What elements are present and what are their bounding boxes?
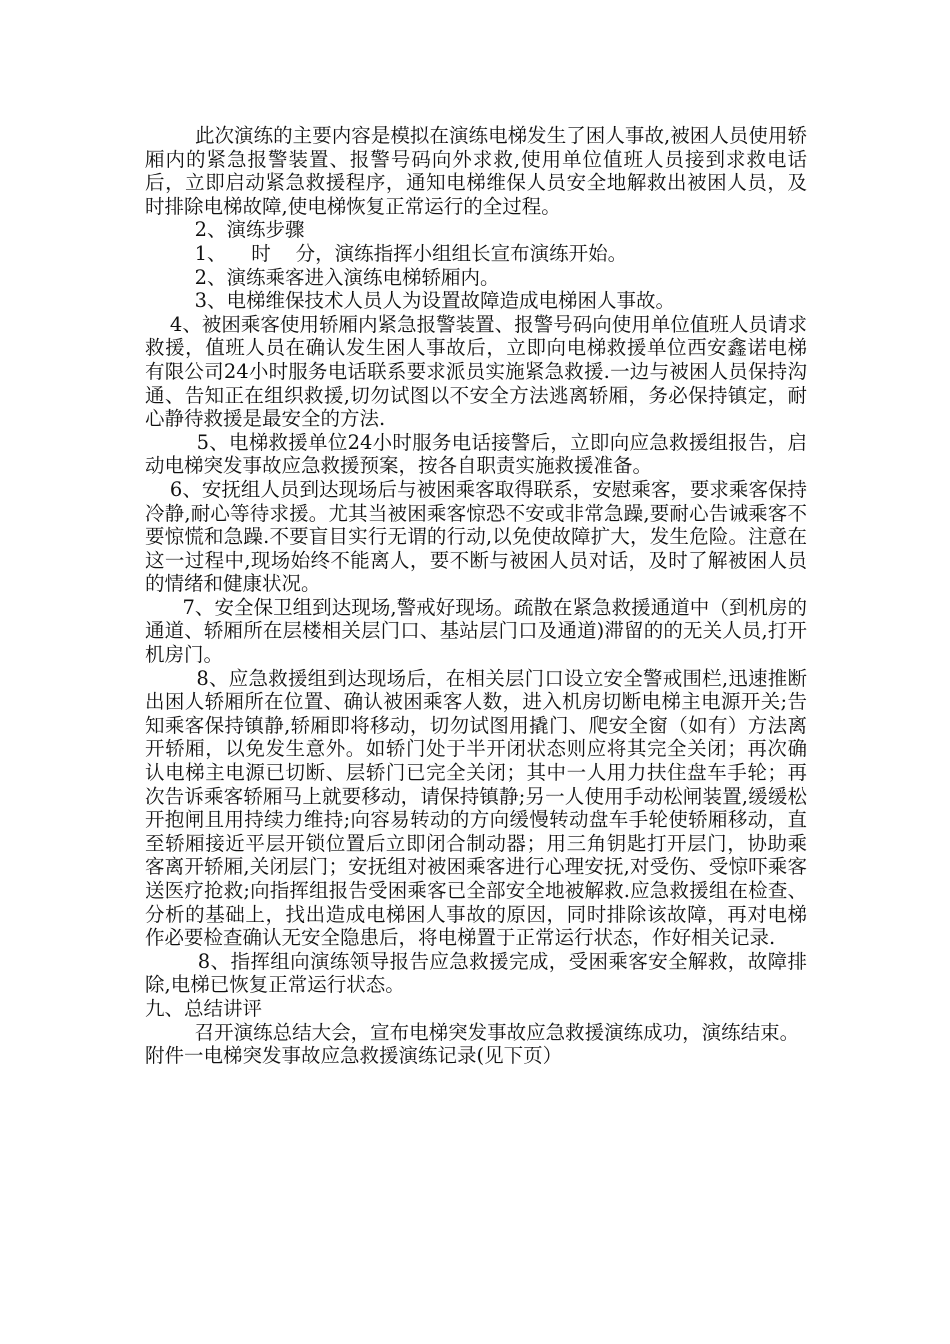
document-body — [145, 124, 807, 1068]
section-heading-drill-steps: 2、演练步骤 — [145, 218, 305, 242]
step-6: 6、安抚组人员到达现场后与被困乘客取得联系，安慰乘客，要求乘客保持冷静,耐心等待求援。尤其当被困乘客惊恐不安或非常急躁,要耐心告诫乘客不要惊慌和急躁.不要盲目实行无谓的行动,以免使故障扩大，发生危险。注意在这一过程中,现场始终不能离人，要不断与被困人员对话，及时了解被困人员的情绪和健康状况。 — [145, 477, 807, 596]
step-7: 7、安全保卫组到达现场,警戒好现场。疏散在紧急救援通道中（到机房的通道、轿厢所在层楼相关层门口、基站层门口及通道)滞留的的无关人员,打开机房门。 — [145, 595, 807, 667]
step-4: 4、被困乘客使用轿厢内紧急报警装置、报警号码向使用单位值班人员请求救援，值班人员在确认发生困人事故后，立即向电梯救援单位西安鑫诺电梯有限公司24小时服务电话联系要求派员实施紧急救援.一边与被困人员保持沟通、告知正在组织救援,切勿试图以不安全方法逃离轿厢，务必保持镇定，耐心静待救援是最安全的方法. — [145, 312, 807, 431]
intro-paragraph: 此次演练的主要内容是模拟在演练电梯发生了困人事故,被困人员使用轿厢内的紧急报警装置、报警号码向外求救,使用单位值班人员接到求救电话后，立即启动紧急救援程序，通知电梯维保人员安全地解救出被困人员，及时排除电梯故障,使电梯恢复正常运行的全过程。 — [145, 124, 807, 218]
step-2: 2、演练乘客进入演练电梯轿厢内。 — [145, 265, 500, 289]
step-5: 5、电梯救援单位24小时服务电话接警后，立即向应急救援组报告，启动电梯突发事故应急救援预案，按各自职责实施救援准备。 — [145, 430, 807, 478]
step-1: 1、 时 分，演练指挥小组组长宣布演练开始。 — [145, 241, 628, 265]
step-3: 3、电梯维保技术人员人为设置故障造成电梯困人事故。 — [145, 289, 676, 313]
step-8-rescue: 8、应急救援组到达现场后，在相关层门口设立安全警戒围栏,迅速推断出困人轿厢所在位置、确认被困乘客人数，进入机房切断电梯主电源开关;告知乘客保持镇静,轿厢即将移动，切勿试图用撬门、爬安全窗（如有）方法离开轿厢，以免发生意外。如轿门处于半开闭状态则应将其完全关闭；再次确认电梯主电源已切断、层轿门已完全关闭；其中一人用力扶住盘车手轮；再次告诉乘客轿厢马上就要移动，请保持镇静;另一人使用手动松闸装置,缓缓松开抱闸且用持续力维持;向容易转动的方向缓慢转动盘车手轮使轿厢移动，直至轿厢接近平层开锁位置后立即闭合制动器；用三角钥匙打开层门，协助乘客离开轿厢,关闭层门；安抚组对被困乘客进行心理安抚,对受伤、受惊吓乘客送医疗抢救;向指挥组报告受困乘客已全部安全地被解救.应急救援组在检查、分析的基础上，找出造成电梯困人事故的原因，同时排除该故障，再对电梯作必要检查确认无安全隐患后，将电梯置于正常运行状态，作好相关记录. — [145, 666, 808, 950]
step-8-report: 8、指挥组向演练领导报告应急救援完成，受困乘客安全解救，故障排除,电梯已恢复正常运行状态。 — [145, 949, 807, 997]
attachment-note: 附件一电梯突发事故应急救援演练记录(见下页） — [145, 1044, 563, 1068]
summary-paragraph: 召开演练总结大会，宣布电梯突发事故应急救援演练成功，演练结束。 — [145, 1020, 800, 1044]
section-heading-summary: 九、总结讲评 — [145, 996, 263, 1020]
